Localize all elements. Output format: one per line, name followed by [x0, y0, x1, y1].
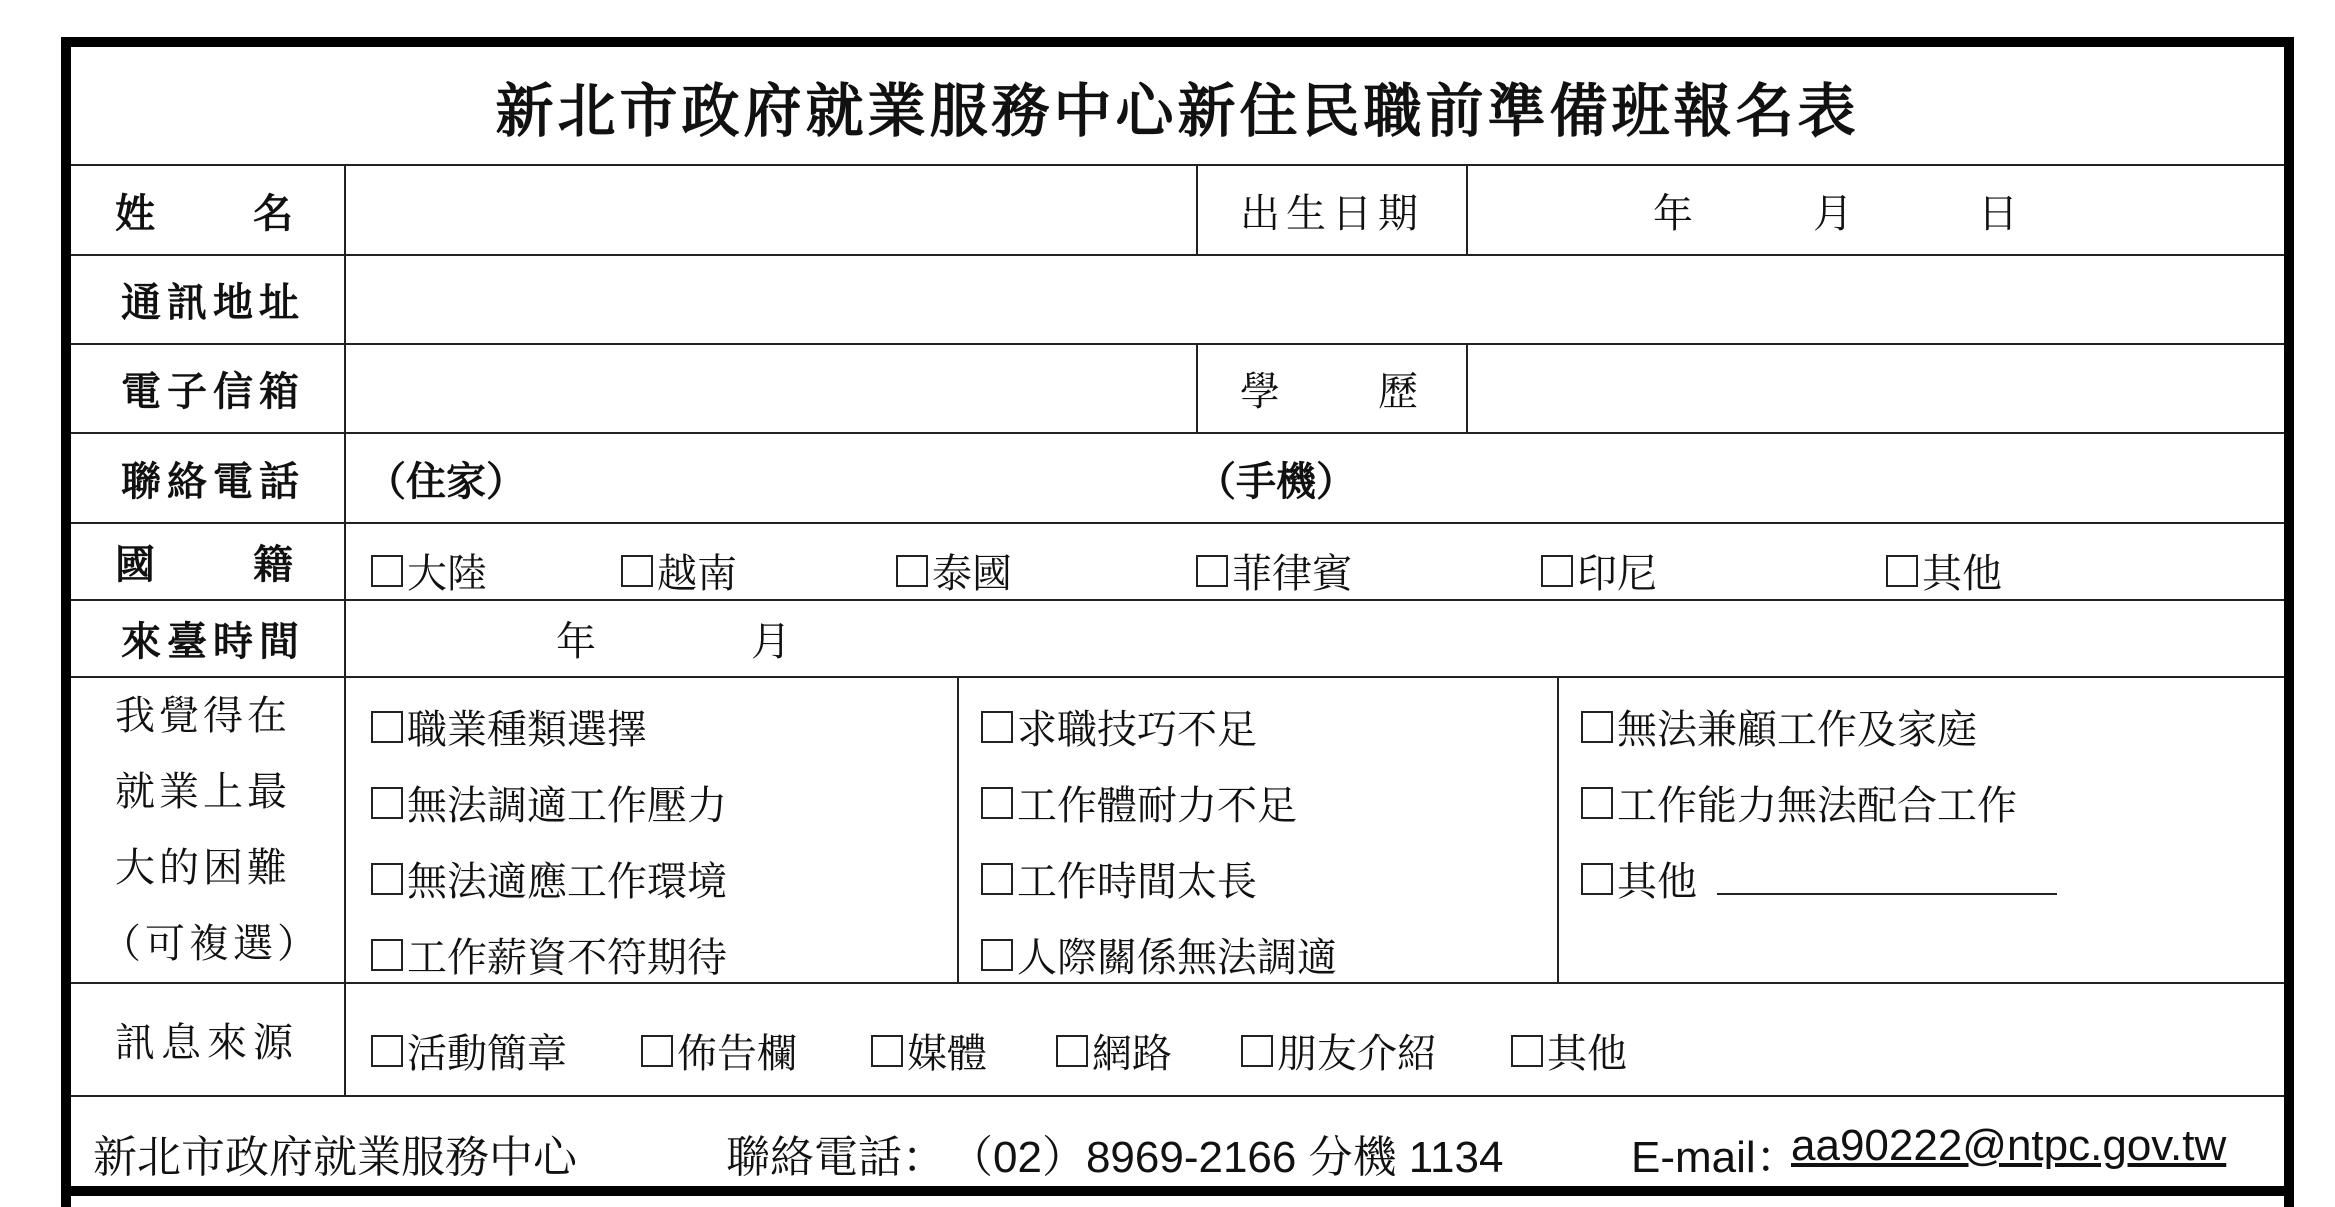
checkbox[interactable]	[1886, 555, 1918, 587]
difficulty-option[interactable]: 工作時間太長	[981, 850, 1257, 907]
checkbox[interactable]	[1056, 1035, 1088, 1067]
home-phone-label: （住家）	[366, 457, 526, 505]
arrival-year-unit: 年	[556, 619, 596, 665]
nationality-option[interactable]: 其他	[1886, 542, 2002, 599]
arrival-month-unit: 月	[751, 619, 791, 665]
footer-email-label: E-mail：	[1631, 1133, 1800, 1182]
phone-row	[71, 434, 2284, 524]
address-label: 通訊地址	[121, 279, 305, 326]
nationality-label: 國 籍	[115, 541, 299, 588]
checkbox[interactable]	[371, 863, 403, 895]
difficulty-option[interactable]: 人際關係無法調適	[981, 926, 1337, 983]
home-phone-field[interactable]	[346, 434, 1196, 522]
checkbox[interactable]	[896, 555, 928, 587]
source-option[interactable]: 佈告欄	[641, 1022, 797, 1079]
nationality-option[interactable]: 印尼	[1541, 542, 1657, 599]
nationality-option[interactable]: 菲律賓	[1196, 542, 1352, 599]
birth-year-unit: 年	[1653, 190, 1693, 237]
nationality-row	[71, 524, 2284, 601]
arrival-row	[71, 601, 2284, 678]
checkbox[interactable]	[1241, 1035, 1273, 1067]
nationality-option[interactable]: 越南	[621, 542, 737, 599]
education-field[interactable]	[1468, 345, 2284, 432]
difficulty-option-other[interactable]: 其他	[1581, 850, 2057, 907]
checkbox[interactable]	[371, 939, 403, 971]
checkbox[interactable]	[371, 1035, 403, 1067]
title-row	[71, 47, 2284, 166]
checkbox[interactable]	[981, 711, 1013, 743]
difficulty-option[interactable]: 工作能力無法配合工作	[1581, 774, 2017, 831]
registration-form	[61, 37, 2294, 1207]
checkbox[interactable]	[1581, 863, 1613, 895]
checkbox[interactable]	[1511, 1035, 1543, 1067]
difficulty-option[interactable]: 求職技巧不足	[981, 698, 1257, 755]
phone-label: 聯絡電話	[121, 457, 305, 505]
address-field[interactable]	[346, 256, 2284, 343]
footer-row	[71, 1097, 2284, 1197]
source-label: 訊息來源	[115, 1020, 299, 1066]
name-field[interactable]	[346, 166, 1196, 254]
email-label: 電子信箱	[121, 368, 305, 415]
source-option[interactable]: 媒體	[871, 1022, 987, 1079]
source-row	[71, 984, 2284, 1097]
checkbox[interactable]	[621, 555, 653, 587]
arrival-label: 來臺時間	[121, 618, 305, 665]
difficulty-option[interactable]: 無法兼顧工作及家庭	[1581, 698, 1977, 755]
checkbox[interactable]	[981, 939, 1013, 971]
mobile-phone-field[interactable]	[1196, 434, 2284, 522]
form-title: 新北市政府就業服務中心新住民職前準備班報名表	[495, 76, 1860, 145]
checkbox[interactable]	[871, 1035, 903, 1067]
checkbox[interactable]	[371, 711, 403, 743]
checkbox[interactable]	[1541, 555, 1573, 587]
email-field[interactable]	[346, 345, 1196, 432]
checkbox[interactable]	[1196, 555, 1228, 587]
name-row	[71, 166, 2284, 256]
checkbox[interactable]	[371, 555, 403, 587]
education-label: 學 歷	[1240, 369, 1424, 415]
source-option[interactable]: 活動簡章	[371, 1022, 567, 1079]
other-blank-line[interactable]	[1717, 863, 2057, 895]
difficulty-label: 我覺得在 就業上最 大的困難 （可複選）	[101, 693, 321, 967]
footer-org: 新北市政府就業服務中心	[93, 1132, 577, 1183]
nationality-option[interactable]: 大陸	[371, 542, 487, 599]
nationality-option[interactable]: 泰國	[896, 542, 1012, 599]
checkbox[interactable]	[981, 787, 1013, 819]
source-option[interactable]: 網路	[1056, 1022, 1172, 1079]
checkbox[interactable]	[981, 863, 1013, 895]
footer-email-link[interactable]: aa90222@ntpc.gov.tw	[1791, 1121, 2227, 1170]
bottom-border	[61, 1186, 2294, 1196]
arrival-field[interactable]	[346, 601, 2284, 676]
name-label: 姓 名	[115, 189, 299, 237]
difficulty-option[interactable]: 職業種類選擇	[371, 698, 647, 755]
source-option[interactable]: 其他	[1511, 1022, 1627, 1079]
source-option[interactable]: 朋友介紹	[1241, 1022, 1437, 1079]
birth-date-label: 出生日期	[1240, 190, 1424, 237]
difficulty-option[interactable]: 無法調適工作壓力	[371, 774, 727, 831]
mobile-phone-label: （手機）	[1196, 457, 1356, 505]
footer-phone-number: （02）8969-2166 分機 1134	[949, 1133, 1504, 1182]
checkbox[interactable]	[371, 787, 403, 819]
checkbox[interactable]	[641, 1035, 673, 1067]
difficulty-option[interactable]: 工作體耐力不足	[981, 774, 1297, 831]
email-row	[71, 345, 2284, 434]
difficulty-option[interactable]: 工作薪資不符期待	[371, 926, 727, 983]
birth-day-unit: 日	[1978, 190, 2018, 237]
address-row	[71, 256, 2284, 345]
checkbox[interactable]	[1581, 787, 1613, 819]
difficulty-option[interactable]: 無法適應工作環境	[371, 850, 727, 907]
difficulty-row	[71, 678, 2284, 984]
birth-date-field[interactable]	[1468, 166, 2284, 254]
checkbox[interactable]	[1581, 711, 1613, 743]
footer-phone-label: 聯絡電話：	[726, 1132, 946, 1183]
birth-month-unit: 月	[1813, 190, 1853, 237]
